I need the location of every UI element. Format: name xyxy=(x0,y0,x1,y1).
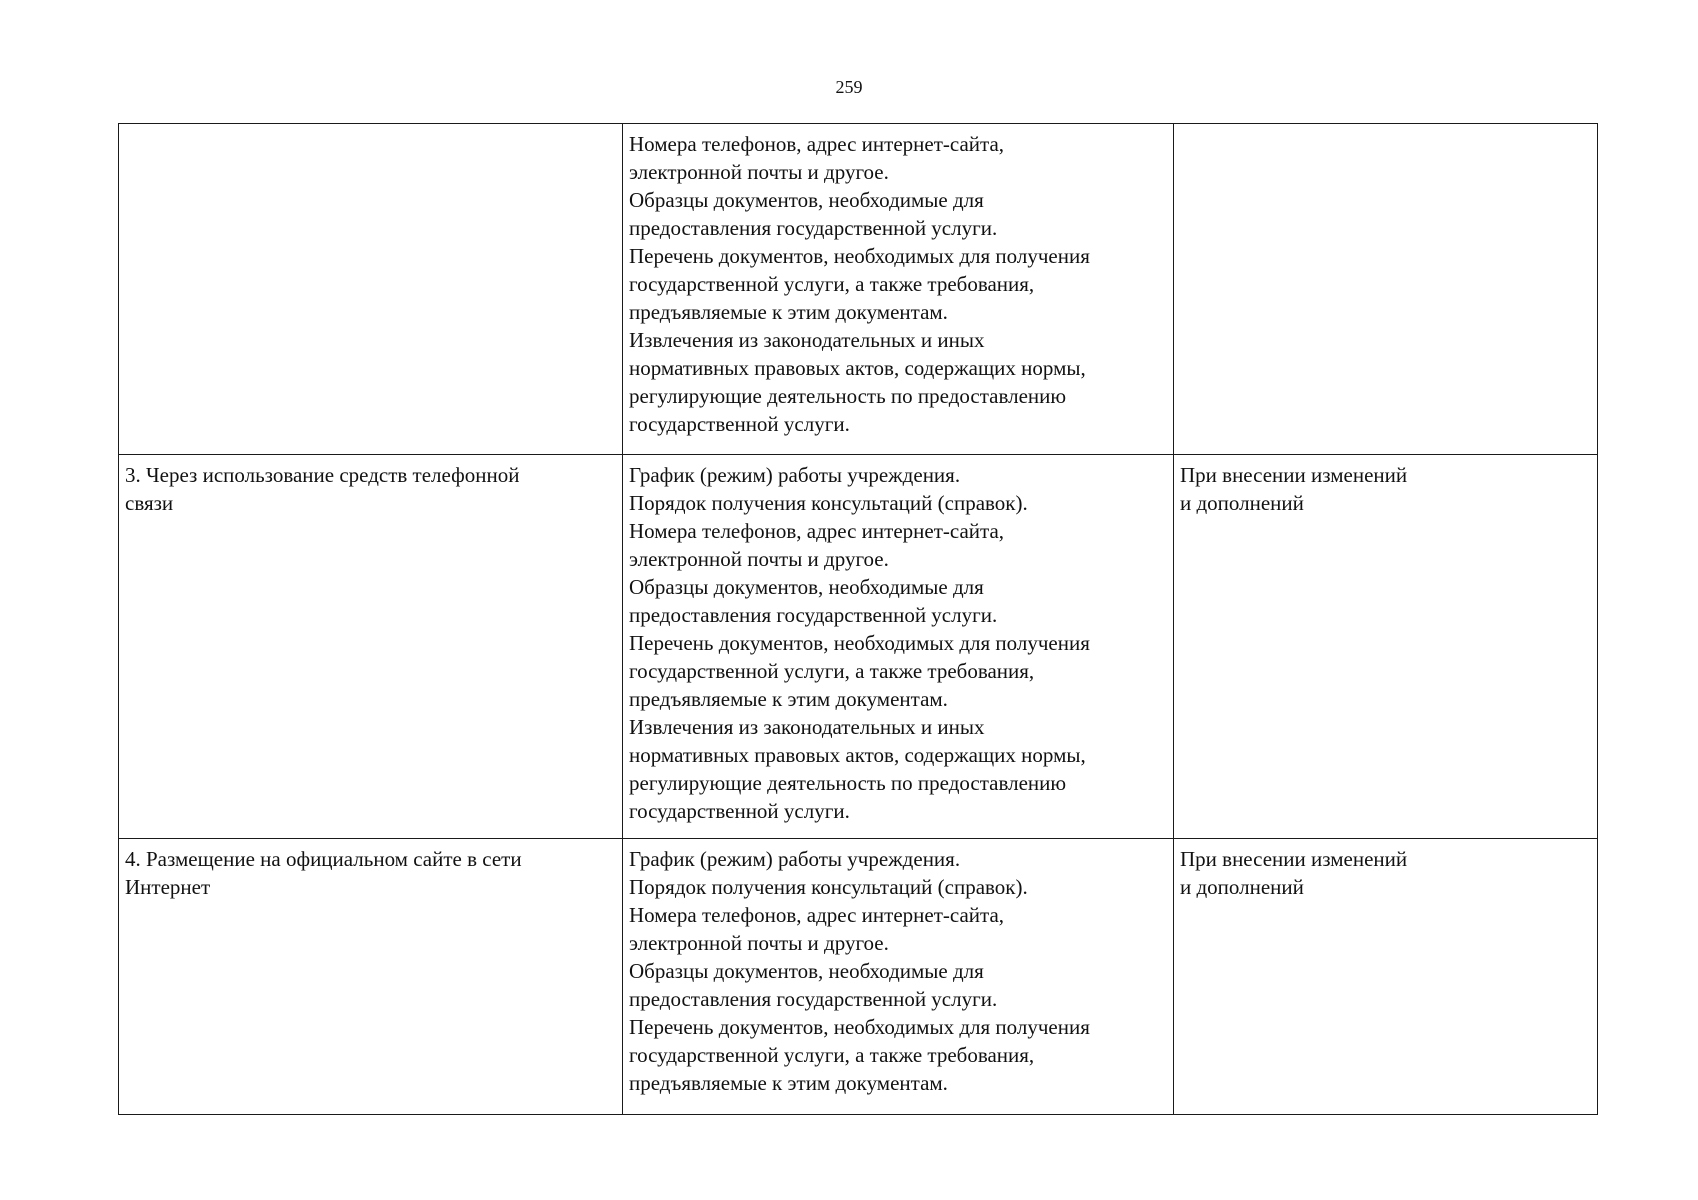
cell-text-line: предоставления государственной услуги. xyxy=(629,603,998,627)
cell-text-line: государственной услуги. xyxy=(629,412,850,436)
cell-text-line: Извлечения из законодательных и иных xyxy=(629,715,985,739)
cell-text-line: предъявляемые к этим документам. xyxy=(629,687,948,711)
method-cell xyxy=(119,839,623,1115)
cell-text-line: и дополнений xyxy=(1180,875,1304,899)
table-row xyxy=(119,124,1598,455)
frequency-cell xyxy=(1174,839,1598,1115)
content-cell xyxy=(623,455,1174,839)
cell-text-line: электронной почты и другое. xyxy=(629,547,889,571)
cell-text-line: государственной услуги. xyxy=(629,799,850,823)
cell-text-line: Номера телефонов, адрес интернет-сайта, xyxy=(629,132,1005,156)
cell-text-line: предъявляемые к этим документам. xyxy=(629,1071,948,1095)
cell-text-line: регулирующие деятельность по предоставлению xyxy=(629,384,1067,408)
cell-text-line: предоставления государственной услуги. xyxy=(629,216,998,240)
cell-text-line: Образцы документов, необходимые для xyxy=(629,188,984,212)
method-cell xyxy=(119,455,623,839)
cell-text-line: Порядок получения консультаций (справок). xyxy=(629,491,1028,515)
cell-text-line: Извлечения из законодательных и иных xyxy=(629,328,985,352)
cell-text-line: График (режим) работы учреждения. xyxy=(629,847,961,871)
cell-text-line: нормативных правовых актов, содержащих нормы, xyxy=(629,356,1086,380)
frequency-cell xyxy=(1174,455,1598,839)
table-row xyxy=(119,455,1598,839)
cell-text-line: нормативных правовых актов, содержащих нормы, xyxy=(629,743,1086,767)
cell-text-line: При внесении изменений xyxy=(1180,463,1408,487)
cell-text-line: Перечень документов, необходимых для получения xyxy=(629,631,1090,655)
cell-text-line: электронной почты и другое. xyxy=(629,931,889,955)
cell-text-line: предъявляемые к этим документам. xyxy=(629,300,948,324)
cell-text-line: регулирующие деятельность по предоставлению xyxy=(629,771,1067,795)
content-cell xyxy=(623,124,1174,455)
information-table xyxy=(118,123,1598,1115)
cell-text-line: связи xyxy=(125,491,174,515)
cell-text-line: График (режим) работы учреждения. xyxy=(629,463,961,487)
cell-text-line: Номера телефонов, адрес интернет-сайта, xyxy=(629,903,1005,927)
cell-text-line: Образцы документов, необходимые для xyxy=(629,575,984,599)
cell-text-line: государственной услуги, а также требования, xyxy=(629,659,1035,683)
content-cell xyxy=(623,839,1174,1115)
cell-text-line: 3. Через использование средств телефонной xyxy=(125,463,520,487)
cell-text-line: При внесении изменений xyxy=(1180,847,1408,871)
page-number: 259 xyxy=(835,77,863,97)
cell-text-line: 4. Размещение на официальном сайте в сети xyxy=(125,847,522,871)
cell-text-line: Интернет xyxy=(125,875,211,899)
frequency-cell xyxy=(1174,124,1598,455)
cell-text-line: Номера телефонов, адрес интернет-сайта, xyxy=(629,519,1005,543)
cell-text-line: предоставления государственной услуги. xyxy=(629,987,998,1011)
cell-text-line: государственной услуги, а также требования, xyxy=(629,1043,1035,1067)
cell-text-line: электронной почты и другое. xyxy=(629,160,889,184)
cell-text-line: Порядок получения консультаций (справок). xyxy=(629,875,1028,899)
cell-text-line: Образцы документов, необходимые для xyxy=(629,959,984,983)
cell-text-line: Перечень документов, необходимых для получения xyxy=(629,1015,1090,1039)
cell-text-line: государственной услуги, а также требования, xyxy=(629,272,1035,296)
cell-text-line: и дополнений xyxy=(1180,491,1304,515)
table-row xyxy=(119,839,1598,1115)
cell-text-line: Перечень документов, необходимых для получения xyxy=(629,244,1090,268)
method-cell xyxy=(119,124,623,455)
